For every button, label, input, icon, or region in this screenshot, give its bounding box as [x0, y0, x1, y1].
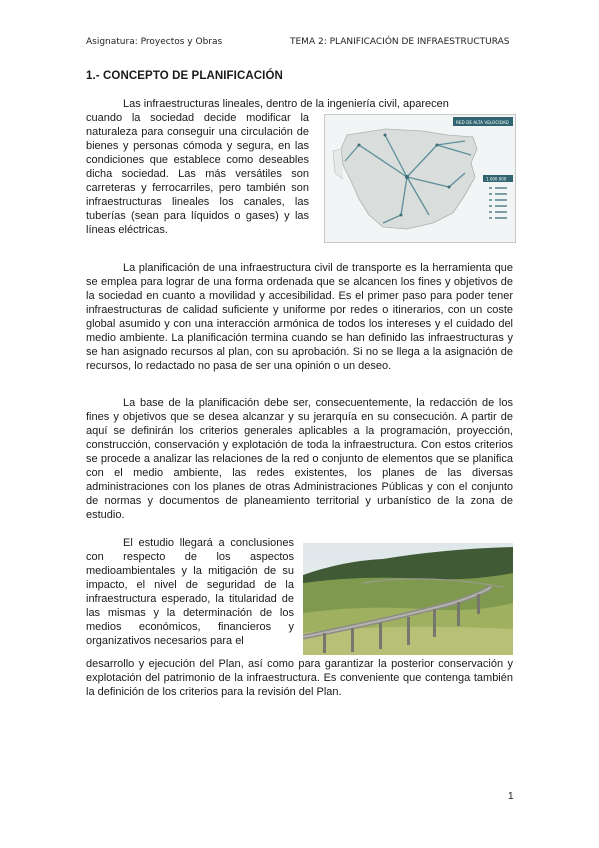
paragraph-2: La planificación de una infraestructura civil de transporte es la herramienta que se emplea para lograr de una forma ordenada que se alcancen los fines y objetivos de la sociedad en cuanto a movilidad y accesibilidad. Es el primer paso para poder tener infraestructuras de calidad suficiente y uniforme por redes o itinerarios, con un coste global asumido y con una interacción armónica de todos los intereses y el cuidado del medio ambiente. La planificación termina cuando se han definido las infraestructuras y se han asignado recursos al plan, con su aprobación. Si no se llega a la asignación de recursos, lo redactado no pasa de ser una opinión o un deseo. — [86, 262, 513, 372]
map-legend-sub: 1.000.000 — [486, 176, 507, 182]
paragraph-3: La base de la planificación debe ser, consecuentemente, la redacción de los fines y objetivos que se desea alcanzar y su jerarquía en su consecución. A partir de aquí se definirán los criterios generales aplicables a la programación, proyección, construcción, conservación y explotación de toda la infraestructura. Con estos criterios se procede a analizar las relaciones de la red o conjunto de elementos que se planifica con el medio ambiente, las redes existentes, los planes de las diversas administraciones con los planes de otras Administraciones Públicas y con el conjunto de normas y documentos de planeamiento territorial y urbanístico de la zona de estudio. — [86, 397, 513, 521]
viaduct-photo — [303, 543, 513, 655]
map-legend-title: RED DE ALTA VELOCIDAD — [456, 120, 509, 125]
header-topic: TEMA 2: PLANIFICACIÓN DE INFRAESTRUCTURAS — [290, 37, 510, 47]
viaduct-photo-illustration — [303, 543, 513, 655]
paragraph-1-first-line: Las infraestructuras lineales, dentro de la ingeniería civil, aparecen — [123, 98, 449, 110]
header-subject: Asignatura: Proyectos y Obras — [86, 37, 223, 47]
rail-network-map-illustration — [325, 115, 515, 242]
paragraph-1-body: cuando la sociedad decide modificar la naturaleza para conseguir una circulación de bienes y personas cómoda y segura, en las condiciones que establece como deseables dicha sociedad. Las más versátiles son carreteras y ferrocarriles, pero también son infraestructuras lineales los canales, las tuberías (sean para líquidos o gases) y las líneas eléctricas. — [86, 112, 309, 236]
rail-network-map-figure — [324, 114, 516, 243]
paragraph-4-narrow: El estudio llegará a conclusiones con respecto de los aspectos medioambientales y la mitigación de su impacto, el nivel de seguridad de la infraestructura esperado, la titularidad de las mismas y la determinación de los medios económicos, financieros y organizativos necesarios para el — [86, 537, 294, 647]
page-number: 1 — [508, 791, 514, 802]
paragraph-4-continuation: desarrollo y ejecución del Plan, así como para garantizar la posterior conservación y explotación del patrimonio de la infraestructura. Es conveniente que contenga también la definición de los criterios para la revisión del Plan. — [86, 658, 513, 698]
section-title: 1.- CONCEPTO DE PLANIFICACIÓN — [86, 70, 283, 82]
